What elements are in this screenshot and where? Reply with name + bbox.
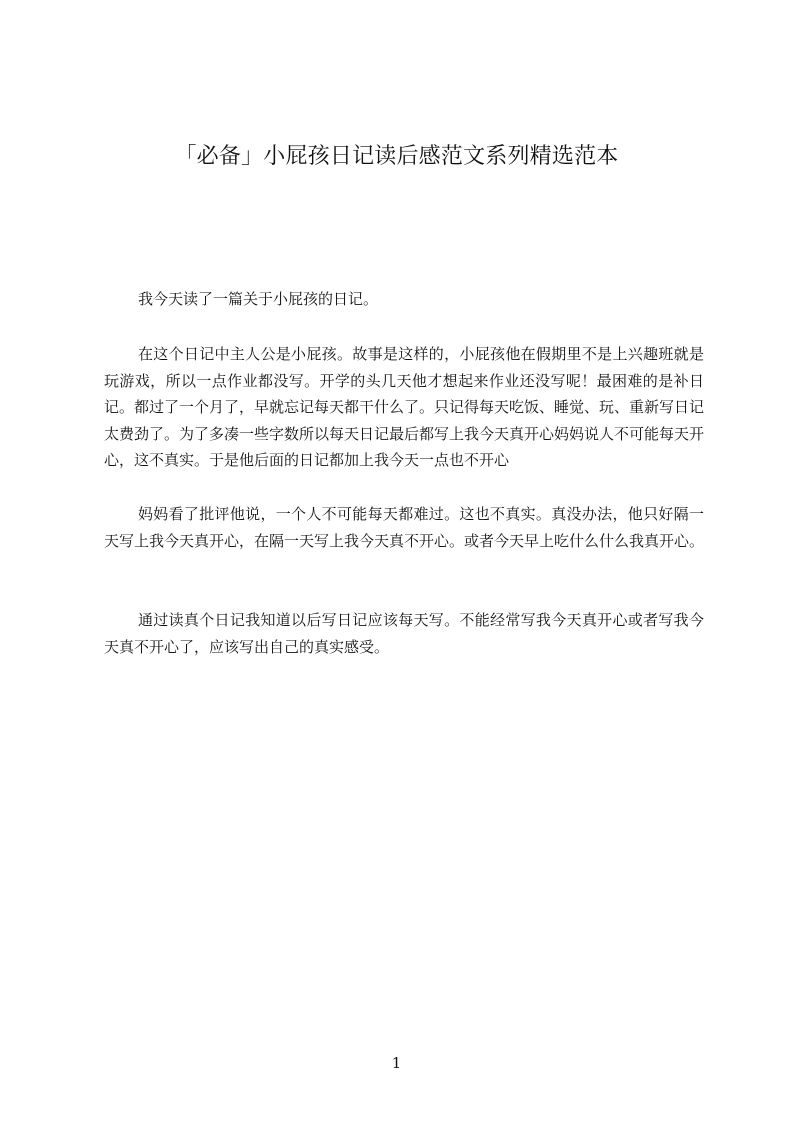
page-number: 1	[391, 1054, 402, 1072]
document-title: 「必备」小屁孩日记读后感范文系列精选范本	[174, 144, 619, 169]
paragraph-2: 在这个日记中主人公是小屁孩。故事是这样的，小屁孩他在假期里不是上兴趣班就是玩游戏，所以一点作业都没写。开学的头几天他才想起来作业还没写呢！最困难的是补日记。都过了一个月了，早就忘记每天都干什么了。只记得每天吃饭、睡觉、玩、重新写日记太费劲了。为了多凑一些字数所以每天日记最后都写上我今天真开心妈妈说人不可能每天开心，这不真实。于是他后面的日记都加上我今天一点也不开心	[104, 345, 705, 469]
paragraph-1: 我今天读了一篇关于小屁孩的日记。	[138, 290, 379, 308]
paragraph-4: 通过读真个日记我知道以后写日记应该每天写。不能经常写我今天真开心或者写我今天真不开心了，应该写出自己的真实感受。	[104, 611, 704, 656]
paragraph-3: 妈妈看了批评他说，一个人不可能每天都难过。这也不真实。真没办法，他只好隔一天写上我今天真开心，在隔一天写上我今天真不开心。或者今天早上吃什么什么我真开心。	[104, 505, 705, 550]
